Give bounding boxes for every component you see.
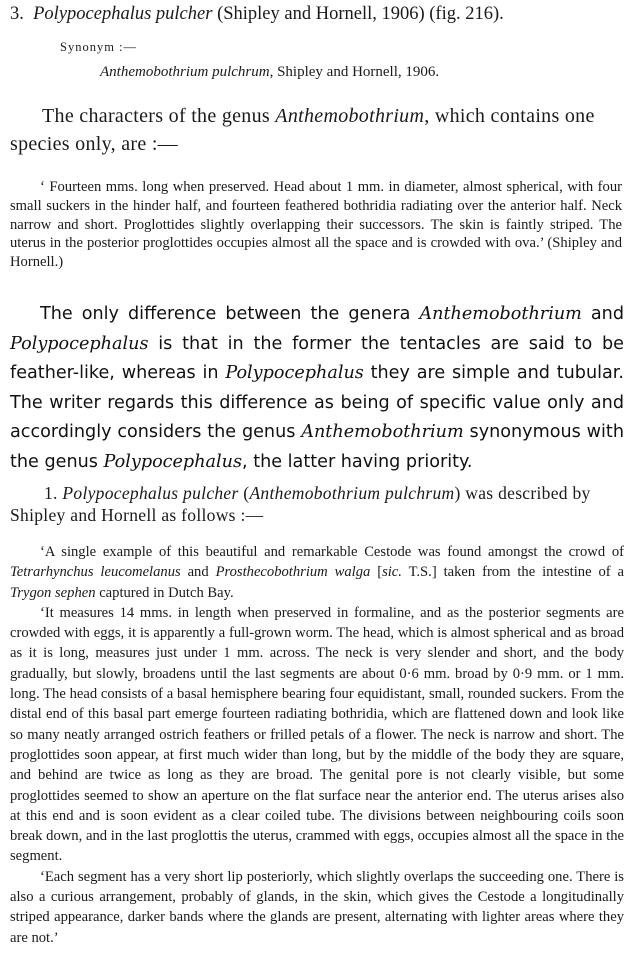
text-run: ) was described by Shipley and Hornell as follows :— <box>10 483 591 525</box>
genus-description-quote <box>10 178 622 272</box>
text-run: and <box>581 304 624 324</box>
text-run: captured in Dutch Bay. <box>95 584 234 601</box>
synonym-label: Synonym :— <box>60 40 138 54</box>
text-run: ‘It measures 14 mms. in length when preserved in formaline, and as the posterior segments are crowded with eggs, it is apparently a full-grown worm. The head, which is almost spherical and as broad as it is long, measures just under 1 mm. across. The neck is very slender and short, and the body gradually, but slowly, broadens until the last segments are about 0·6 mm. broad by 0·9 mm. or 1 mm. long. The head consists of a basal hemisphere bearing four equidistant, small, rounded suckers. From the distal end of this basal part emerge fourteen radiating bothridia, which are flattened down and look like so many neatly arranged ostrich feathers or frilled petals of a flower. The neck is narrow and short. The proglottides soon appear, at first much wider than long, but by the middle of the body they are square, and behind are twice as long as they are broad. The genital pore is not clearly visible, but some proglottides seemed to show an aperture on the flat surface near the anterior end. The uterus arises also at this end and is soon evident as a clear coiled tube. The divisions between neighbouring coils soon break down, and in the last proglottis the uterus, crammed with eggs, occupies almost all the space in the segment. <box>10 604 624 865</box>
heading-number: 3. <box>10 4 24 24</box>
text-run: ‘ Fourteen mms. long when preserved. Head about 1 mm. in diameter, almost spherical, with four small suckers in the hinder half, and fourteen feathered bothridia radiating over the anterior half. Neck narrow and short. Proglottides slightly overlapping their successors. The skin is faintly striped. The uterus in the posterior proglottides occupies almost all the space and is crowded with ova.’ (Shipley and Hornell.) <box>10 179 622 271</box>
text-run: is that in the former the tentacles are said to be feather-like, whereas in <box>10 333 624 383</box>
text-run: [ <box>370 564 383 581</box>
italic-taxon-text: Polypocephalus <box>225 363 364 383</box>
synonym-authority: , Shipley and Hornell, 1906. <box>269 64 440 80</box>
heading-authority: (Shipley and Hornell, 1906) (fig. 216). <box>217 4 504 24</box>
subsection-heading <box>10 482 624 526</box>
italic-taxon-text: Anthemobothrium <box>419 304 582 324</box>
species-description-quote <box>10 542 624 948</box>
italic-taxon-text: Prosthecobothrium walga <box>215 564 371 581</box>
text-run: The characters of the genus <box>42 105 276 127</box>
italic-taxon-text: Trygon sephen <box>10 584 96 601</box>
genus-difference-paragraph <box>10 300 624 477</box>
text-run: ( <box>238 483 250 503</box>
italic-taxon-text: Polypocephalus pulcher <box>62 483 239 503</box>
text-run: , which contains one species only, are :— <box>10 105 595 155</box>
text-run: 1. <box>44 483 63 503</box>
text-run: , the latter having priority. <box>242 451 473 472</box>
genus-characters-paragraph <box>10 102 620 158</box>
heading-taxon: Polypocephalus pulcher <box>33 4 213 24</box>
text-run: ‘A single example of this beautiful and remarkable Cestode was found amongst the crowd of <box>40 544 624 560</box>
italic-taxon-text: sic. <box>382 564 402 581</box>
italic-taxon-text: Polypocephalus <box>103 451 243 472</box>
text-run: they are simple and tubular. The writer regards this difference as being of specific value only and accordingly considers the genus <box>10 363 624 442</box>
text-run: ‘Each segment has a very short lip posteriorly, which slightly overlaps the succeeding one. There is also a curious arrangement, probably of glands, in the skin, which gives the Cestode a longitudinally striped appearance, darker bands where the glands are present, alternating with lighter areas where they are not.’ <box>10 868 624 946</box>
quote-paragraph <box>10 603 624 867</box>
italic-taxon-text: Anthemobothrium <box>301 422 464 442</box>
text-run: and <box>180 564 216 581</box>
italic-taxon-text: Anthemobothrium <box>275 105 425 127</box>
synonym-taxon: Anthemobothrium pulchrum <box>100 64 270 80</box>
text-run: T.S.] taken from the intestine of a <box>401 564 624 581</box>
synonym-entry <box>100 64 439 81</box>
italic-taxon-text: Anthemobothrium pulchrum <box>249 483 455 503</box>
italic-taxon-text: Tetrarhynchus leucomelanus <box>10 564 181 581</box>
quote-paragraph <box>10 542 624 603</box>
italic-taxon-text: Polypocephalus <box>10 333 149 354</box>
text-run: synonymous with the genus <box>10 422 624 472</box>
quote-paragraph <box>10 867 624 948</box>
text-run: The only difference between the genera <box>40 304 420 324</box>
species-heading <box>10 4 625 25</box>
